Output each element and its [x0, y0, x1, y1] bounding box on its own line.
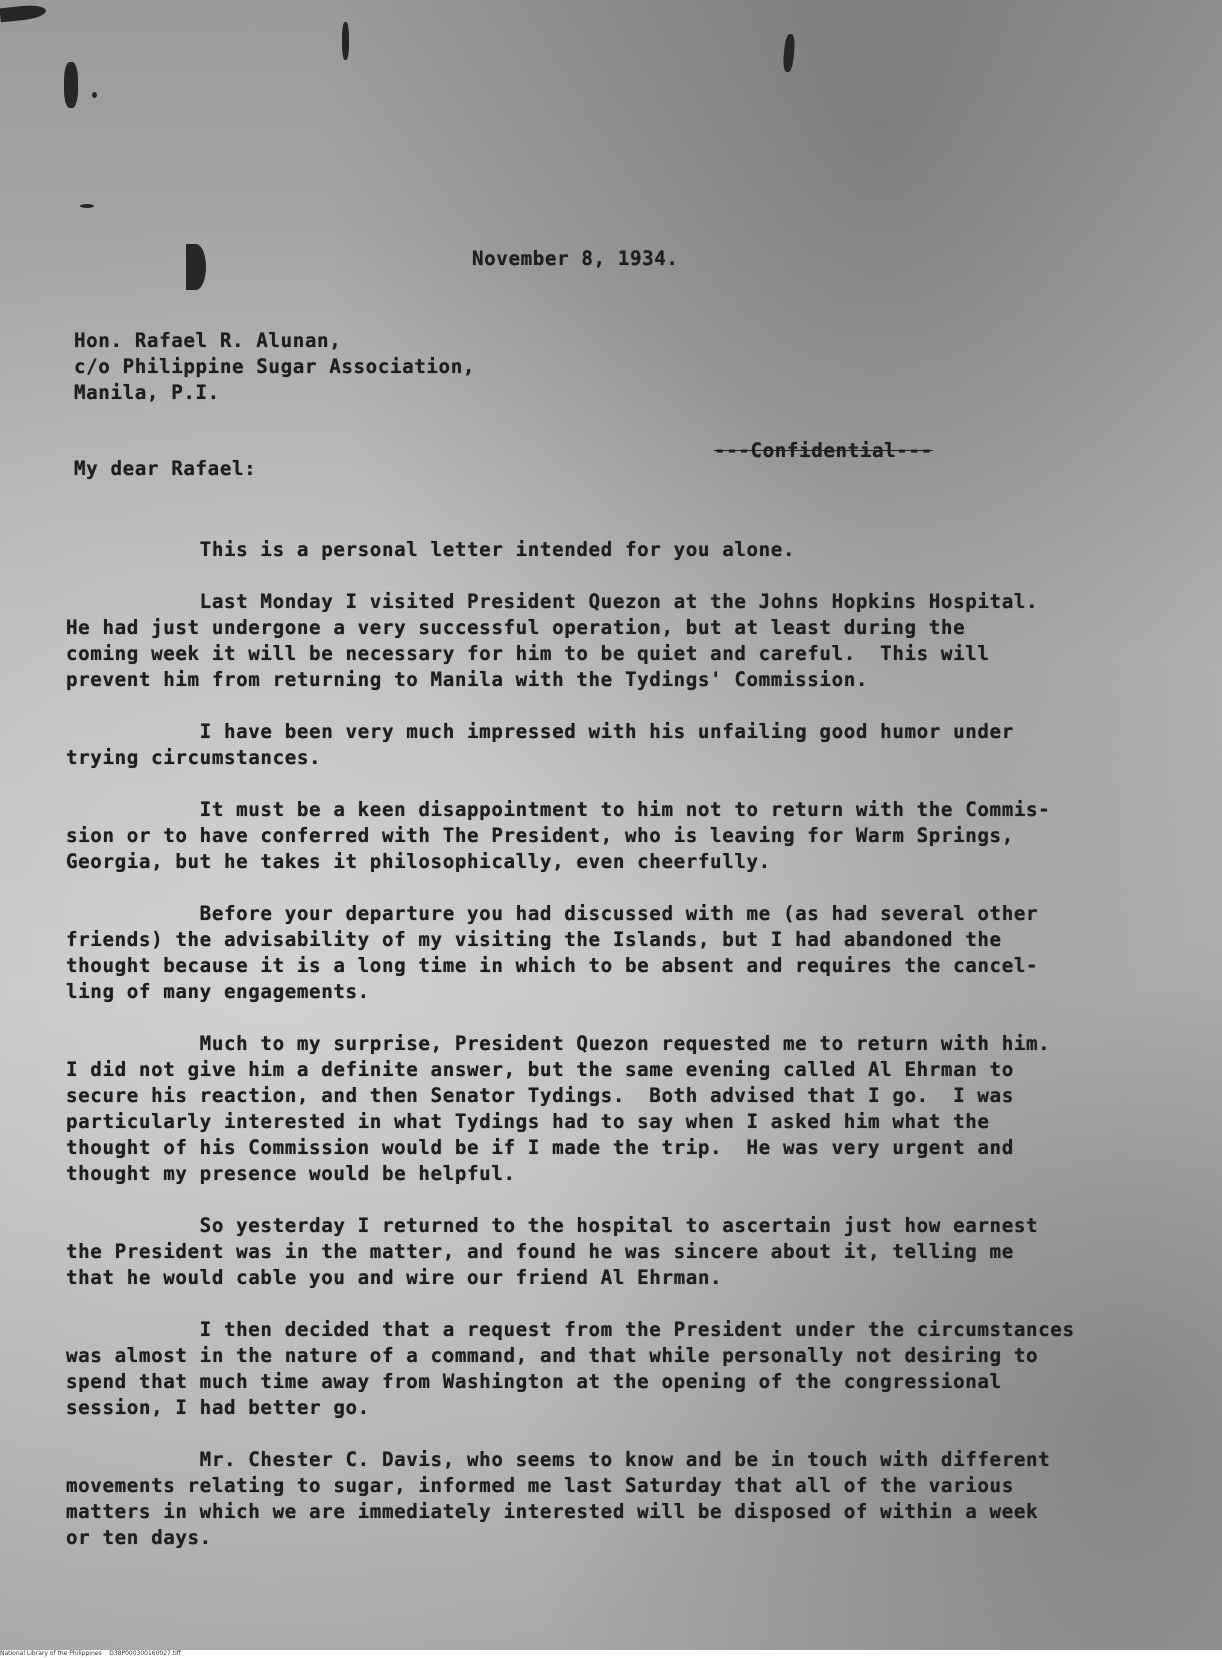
recipient-address [74, 328, 475, 406]
body-line: This is a personal letter intended for you alone. [66, 538, 796, 561]
body-line: So yesterday I returned to the hospital to ascertain just how earnest [66, 1214, 1039, 1237]
body-line: He had just undergone a very successful operation, but at least during the [66, 616, 966, 639]
body-line: Much to my surprise, President Quezon requested me to return with him. [66, 1032, 1051, 1055]
body-line [66, 875, 1075, 901]
scan-artifact-mark [342, 22, 349, 60]
body-line: Last Monday I visited President Quezon at the Johns Hopkins Hospital. [66, 590, 1039, 613]
address-line: Manila, P.I. [74, 381, 220, 404]
body-line: It must be a keen disappointment to him not to return with the Commis- [66, 798, 1051, 821]
body-line: coming week it will be necessary for him to be quiet and careful. This will [66, 642, 990, 665]
body-line: I have been very much impressed with his unfailing good humor under [66, 720, 1014, 743]
scan-artifact-mark [782, 34, 795, 73]
letter-date: November 8, 1934. [472, 247, 679, 270]
body-line [66, 1187, 1075, 1213]
body-line: I did not give him a definite answer, but the same evening called Al Ehrman to [66, 1058, 1014, 1081]
address-line: c/o Philippine Sugar Association, [74, 355, 476, 378]
body-line: thought of his Commission would be if I made the trip. He was very urgent and [66, 1136, 1014, 1159]
body-line [66, 1005, 1075, 1031]
body-line: Mr. Chester C. Davis, who seems to know and be in touch with different [66, 1448, 1051, 1471]
body-line [66, 693, 1075, 719]
body-line: sion or to have conferred with The President, who is leaving for Warm Springs, [66, 824, 1014, 847]
body-line: thought my presence would be helpful. [66, 1162, 516, 1185]
body-line: spend that much time away from Washington at the opening of the congressional [66, 1370, 1002, 1393]
body-line: secure his reaction, and then Senator Tydings. Both advised that I go. I was [66, 1084, 1014, 1107]
body-line: movements relating to sugar, informed me last Saturday that all of the various [66, 1474, 1014, 1497]
scan-artifact-mark [64, 62, 78, 108]
body-line: the President was in the matter, and found he was sincere about it, telling me [66, 1240, 1014, 1263]
body-line: I then decided that a request from the President under the circumstances [66, 1318, 1075, 1341]
scan-artifact-mark [92, 92, 97, 98]
body-line [66, 771, 1075, 797]
salutation: My dear Rafael: [74, 457, 257, 480]
scan-caption: National Library of the Philippines D38P000300160027.tiff [0, 1650, 1222, 1658]
body-line: particularly interested in what Tydings had to say when I asked him what the [66, 1110, 990, 1133]
body-line: that he would cable you and wire our friend Al Ehrman. [66, 1266, 723, 1289]
body-line [66, 563, 1075, 589]
scan-artifact-mark [186, 244, 206, 290]
scan-artifact-mark [0, 4, 47, 23]
body-line: or ten days. [66, 1526, 212, 1549]
body-line [66, 1291, 1075, 1317]
body-line: Georgia, but he takes it philosophically, even cheerfully. [66, 850, 771, 873]
letter-body [66, 537, 1075, 1551]
confidential-label: ---Confidential--- [714, 439, 933, 462]
body-line: was almost in the nature of a command, and that while personally not desiring to [66, 1344, 1039, 1367]
scan-artifact-mark [80, 204, 94, 208]
address-line: Hon. Rafael R. Alunan, [74, 329, 342, 352]
body-line: trying circumstances. [66, 746, 322, 769]
body-line: session, I had better go. [66, 1396, 370, 1419]
body-line: Before your departure you had discussed with me (as had several other [66, 902, 1039, 925]
body-line: matters in which we are immediately interested will be disposed of within a week [66, 1500, 1039, 1523]
body-line: prevent him from returning to Manila with the Tydings' Commission. [66, 668, 869, 691]
body-line: thought because it is a long time in which to be absent and requires the cancel- [66, 954, 1039, 977]
body-line [66, 1421, 1075, 1447]
body-line: friends) the advisability of my visiting the Islands, but I had abandoned the [66, 928, 1002, 951]
body-line: ling of many engagements. [66, 980, 370, 1003]
